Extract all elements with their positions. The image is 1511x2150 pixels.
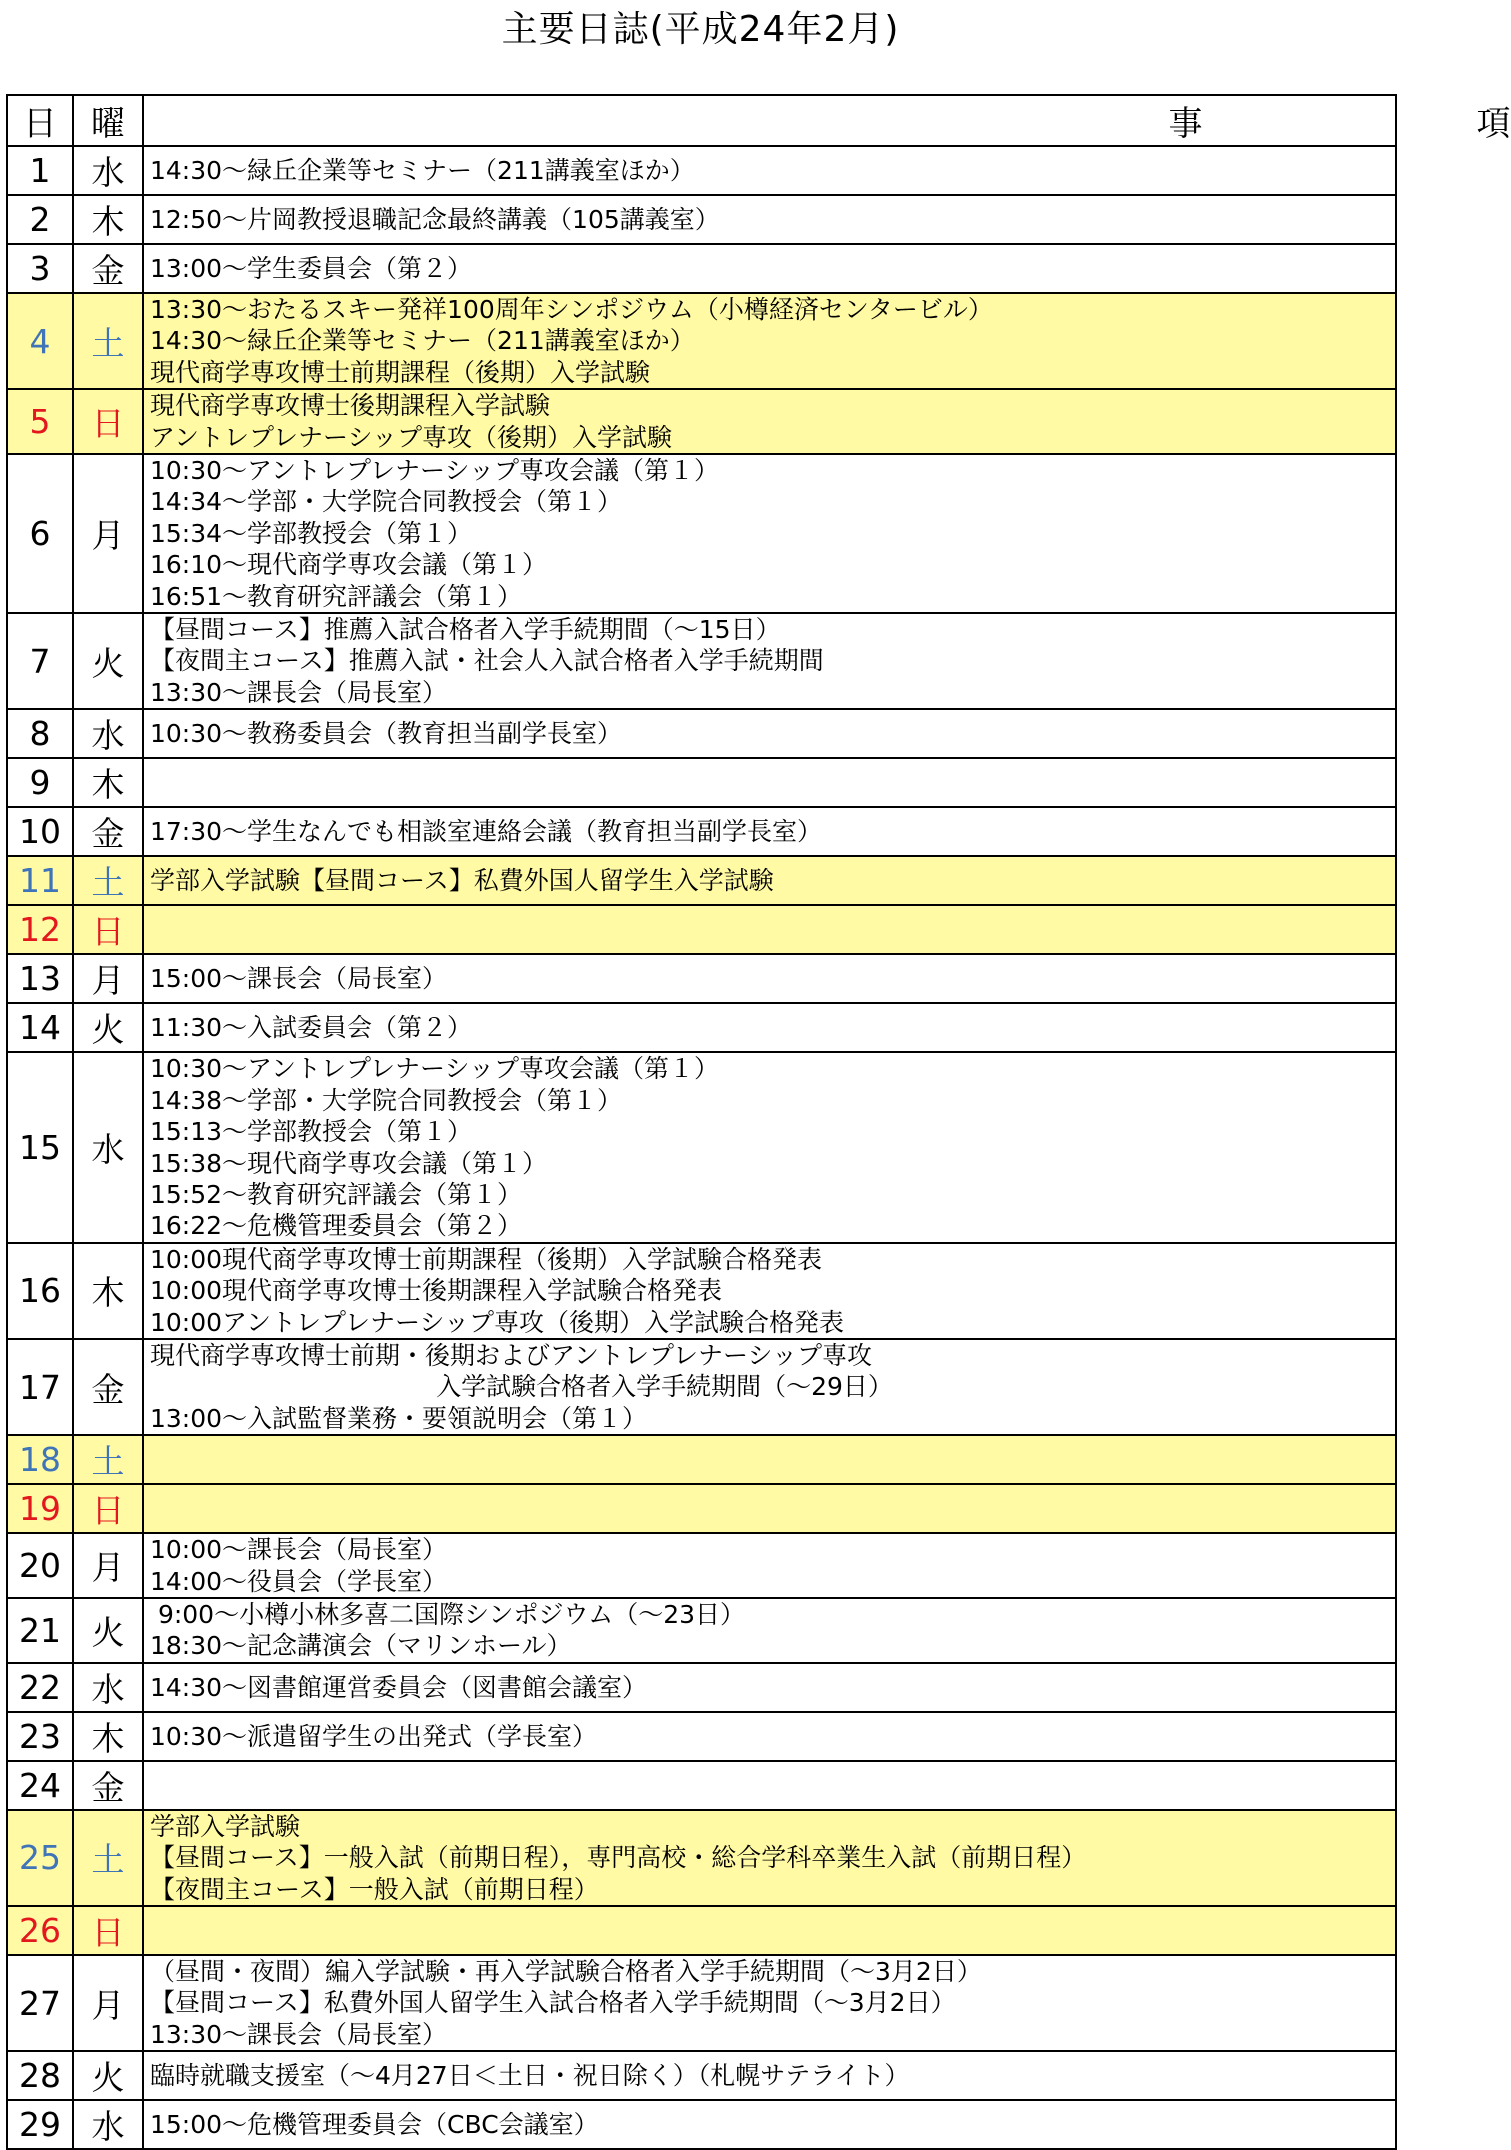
day-row [7, 1906, 1396, 1955]
event-line: 10:30～教務委員会（教育担当副学長室） [150, 719, 623, 749]
day-row [7, 1052, 1396, 1242]
weekday-label: 土 [73, 1435, 143, 1484]
header-event [143, 95, 1511, 146]
event-cell [143, 1810, 1396, 1906]
weekday-label: 土 [73, 1810, 143, 1906]
day-row [7, 146, 1396, 195]
weekday-label: 水 [73, 1052, 143, 1242]
event-line: 10:00アントレプレナーシップ専攻（後期）入学試験合格発表 [150, 1307, 845, 1337]
day-row [7, 1435, 1396, 1484]
event-cell [143, 1052, 1396, 1242]
day-row [7, 195, 1396, 244]
weekday-label: 火 [73, 2051, 143, 2100]
day-number: 9 [7, 758, 73, 807]
day-number: 18 [7, 1435, 73, 1484]
event-cell [143, 856, 1396, 905]
day-number: 29 [7, 2100, 73, 2149]
weekday-label: 月 [73, 1533, 143, 1598]
day-number: 21 [7, 1598, 73, 1663]
weekday-label: 日 [73, 389, 143, 454]
day-row [7, 807, 1396, 856]
day-row [7, 244, 1396, 293]
event-line: 18:30～記念講演会（マリンホール） [150, 1631, 572, 1661]
day-number: 11 [7, 856, 73, 905]
day-number: 14 [7, 1003, 73, 1052]
weekday-label: 金 [73, 1761, 143, 1810]
event-line: 現代商学専攻博士前期課程（後期）入学試験 [150, 357, 651, 387]
day-row [7, 1243, 1396, 1339]
event-line: 14:30～図書館運営委員会（図書館会議室） [150, 1672, 648, 1702]
event-line: 17:30～学生なんでも相談室連絡会議（教育担当副学長室） [150, 817, 823, 847]
day-row [7, 293, 1396, 389]
event-line: 臨時就職支援室（～4月27日＜土日・祝日除く）（札幌サテライト） [150, 2061, 910, 2091]
weekday-label: 木 [73, 1243, 143, 1339]
weekday-label: 火 [73, 613, 143, 709]
event-line: 【昼間コース】推薦入試合格者入学手続期間（～15日） [150, 615, 781, 645]
weekday-label: 木 [73, 1712, 143, 1761]
day-number: 1 [7, 146, 73, 195]
event-cell [143, 1243, 1396, 1339]
day-number: 12 [7, 905, 73, 954]
event-line: 15:38～現代商学専攻会議（第１） [150, 1148, 548, 1178]
day-row [7, 758, 1396, 807]
event-cell [143, 1533, 1396, 1598]
day-row [7, 2051, 1396, 2100]
event-line: 13:30～課長会（局長室） [150, 2019, 448, 2049]
event-cell [143, 905, 1396, 954]
day-number: 2 [7, 195, 73, 244]
event-line: 15:34～学部教授会（第１） [150, 518, 473, 548]
header-weekday: 曜 [73, 95, 143, 146]
day-number: 7 [7, 613, 73, 709]
event-line: 【昼間コース】私費外国人留学生入試合格者入学手続期間（～3月2日） [150, 1988, 956, 2018]
event-cell [143, 1484, 1396, 1533]
event-line: 15:13～学部教授会（第１） [150, 1117, 473, 1147]
header-event-char-2: 項 [1476, 104, 1511, 144]
event-cell [143, 244, 1396, 293]
event-line: 10:30～アントレプレナーシップ専攻会議（第１） [150, 1054, 720, 1084]
event-cell [143, 613, 1396, 709]
event-cell [143, 807, 1396, 856]
event-cell [143, 293, 1396, 389]
page-title: 主要日誌(平成24年2月) [501, 9, 900, 50]
day-row [7, 709, 1396, 758]
event-line: 9:00～小樽小林多喜二国際シンポジウム（～23日） [150, 1599, 746, 1629]
weekday-label: 月 [73, 954, 143, 1003]
weekday-label: 火 [73, 1003, 143, 1052]
day-row [7, 1003, 1396, 1052]
event-line: 現代商学専攻博士後期課程入学試験 [150, 391, 551, 421]
event-line: 10:30～派遣留学生の出発式（学長室） [150, 1721, 598, 1751]
event-cell [143, 954, 1396, 1003]
event-line: 10:00現代商学専攻博士前期課程（後期）入学試験合格発表 [150, 1244, 823, 1274]
day-row [7, 905, 1396, 954]
weekday-label: 水 [73, 1663, 143, 1712]
event-cell [143, 1435, 1396, 1484]
event-line: 15:00～危機管理委員会（CBC会議室） [150, 2110, 599, 2140]
event-line: 13:00～入試監督業務・要領説明会（第１） [150, 1403, 648, 1433]
day-number: 13 [7, 954, 73, 1003]
day-number: 8 [7, 709, 73, 758]
event-cell [143, 1712, 1396, 1761]
event-line: 13:30～おたるスキー発祥100周年シンポジウム（小樽経済センタービル） [150, 295, 993, 324]
weekday-label: 月 [73, 1955, 143, 2051]
day-row [7, 1955, 1396, 2051]
day-number: 27 [7, 1955, 73, 2051]
event-cell [143, 709, 1396, 758]
header-event-char-1: 事 [1168, 104, 1203, 144]
day-number: 20 [7, 1533, 73, 1598]
day-row [7, 856, 1396, 905]
event-cell [143, 2051, 1396, 2100]
day-row [7, 1663, 1396, 1712]
weekday-label: 金 [73, 1339, 143, 1435]
event-line: 11:30～入試委員会（第２） [150, 1013, 473, 1043]
event-line: 16:51～教育研究評議会（第１） [150, 581, 523, 611]
day-number: 17 [7, 1339, 73, 1435]
weekday-label: 木 [73, 195, 143, 244]
day-number: 4 [7, 293, 73, 389]
event-line: 10:00～課長会（局長室） [150, 1535, 448, 1565]
day-row [7, 1712, 1396, 1761]
event-cell [143, 1955, 1396, 2051]
event-cell [143, 758, 1396, 807]
event-line: 16:10～現代商学専攻会議（第１） [150, 550, 548, 580]
day-row [7, 389, 1396, 454]
event-line: 【夜間主コース】一般入試（前期日程） [150, 1874, 599, 1904]
header-row [7, 95, 1396, 146]
schedule-table [6, 94, 1511, 2150]
header-day: 日 [7, 95, 73, 146]
event-line: 15:52～教育研究評議会（第１） [150, 1179, 523, 1209]
day-row [7, 1761, 1396, 1810]
event-cell [143, 1761, 1396, 1810]
event-line: 10:30～アントレプレナーシップ専攻会議（第１） [150, 456, 720, 486]
weekday-label: 土 [73, 856, 143, 905]
day-row [7, 1339, 1396, 1435]
weekday-label: 月 [73, 454, 143, 613]
weekday-label: 日 [73, 905, 143, 954]
weekday-label: 水 [73, 2100, 143, 2149]
day-number: 5 [7, 389, 73, 454]
event-line: 13:00～学生委員会（第２） [150, 253, 473, 283]
event-line: アントレプレナーシップ専攻（後期）入学試験 [150, 422, 673, 452]
day-number: 19 [7, 1484, 73, 1533]
weekday-label: 火 [73, 1598, 143, 1663]
event-cell [143, 389, 1396, 454]
day-number: 28 [7, 2051, 73, 2100]
event-line: 13:30～課長会（局長室） [150, 677, 448, 707]
day-row [7, 613, 1396, 709]
day-number: 6 [7, 454, 73, 613]
event-cell [143, 1906, 1396, 1955]
event-cell [143, 195, 1396, 244]
day-row [7, 2100, 1396, 2149]
event-line: 学部入学試験 [150, 1811, 301, 1841]
event-line: 【夜間主コース】推薦入試・社会人入試合格者入学手続期間 [150, 646, 824, 676]
event-line: 【昼間コース】一般入試（前期日程），専門高校・総合学科卒業生入試（前期日程） [150, 1843, 1087, 1873]
event-line: 入学試験合格者入学手続期間（～29日） [150, 1372, 893, 1402]
day-row [7, 954, 1396, 1003]
day-row [7, 1533, 1396, 1598]
event-cell [143, 146, 1396, 195]
event-line: 12:50～片岡教授退職記念最終講義（105講義室） [150, 204, 720, 234]
weekday-label: 金 [73, 244, 143, 293]
day-number: 15 [7, 1052, 73, 1242]
weekday-label: 金 [73, 807, 143, 856]
weekday-label: 日 [73, 1906, 143, 1955]
day-row [7, 1598, 1396, 1663]
schedule-body [7, 95, 1511, 2149]
day-row [7, 454, 1396, 613]
event-line: （昼間・夜間）編入学試験・再入学試験合格者入学手続期間（～3月2日） [150, 1957, 982, 1986]
event-cell [143, 1598, 1396, 1663]
weekday-label: 木 [73, 758, 143, 807]
event-cell [143, 454, 1396, 613]
day-number: 22 [7, 1663, 73, 1712]
event-line: 学部入学試験【昼間コース】私費外国人留学生入学試験 [150, 866, 774, 896]
event-line: 14:34～学部・大学院合同教授会（第１） [150, 487, 623, 517]
day-number: 16 [7, 1243, 73, 1339]
day-number: 23 [7, 1712, 73, 1761]
day-number: 26 [7, 1906, 73, 1955]
event-line: 14:00～役員会（学長室） [150, 1566, 448, 1596]
event-cell [143, 1663, 1396, 1712]
event-line: 14:30～緑丘企業等セミナー（211講義室ほか） [150, 155, 695, 185]
weekday-label: 日 [73, 1484, 143, 1533]
event-line: 現代商学専攻博士前期・後期およびアントレプレナーシップ専攻 [150, 1340, 873, 1370]
day-number: 24 [7, 1761, 73, 1810]
event-line: 10:00現代商学専攻博士後期課程入学試験合格発表 [150, 1276, 723, 1306]
day-row [7, 1810, 1396, 1906]
weekday-label: 水 [73, 146, 143, 195]
day-number: 3 [7, 244, 73, 293]
event-line: 14:38～学部・大学院合同教授会（第１） [150, 1085, 623, 1115]
day-number: 10 [7, 807, 73, 856]
event-line: 14:30～緑丘企業等セミナー（211講義室ほか） [150, 326, 695, 356]
weekday-label: 土 [73, 293, 143, 389]
event-line: 16:22～危機管理委員会（第２） [150, 1211, 523, 1241]
day-row [7, 1484, 1396, 1533]
event-cell [143, 1003, 1396, 1052]
weekday-label: 水 [73, 709, 143, 758]
event-cell [143, 2100, 1396, 2149]
day-number: 25 [7, 1810, 73, 1906]
event-cell [143, 1339, 1396, 1435]
event-line: 15:00～課長会（局長室） [150, 964, 448, 994]
